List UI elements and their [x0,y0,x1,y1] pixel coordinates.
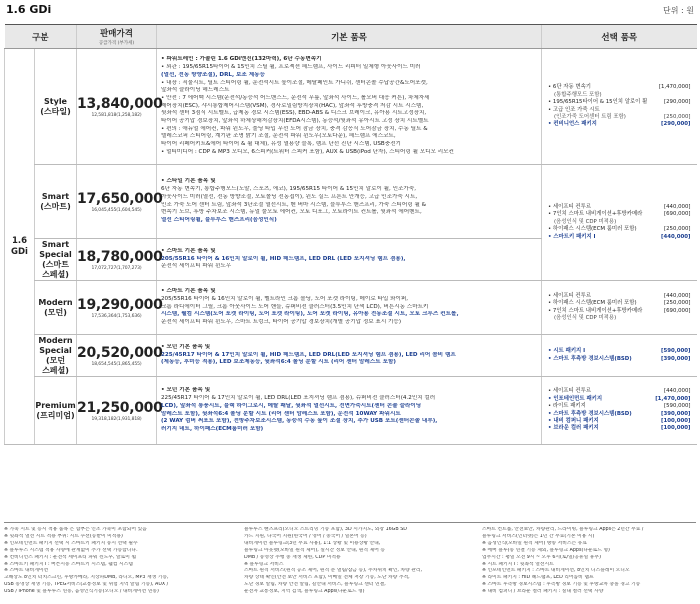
footnote-line: 블루링크 서비스(인터넷)는 1년 간 무료(기본 이용 시) [482,533,595,539]
basic-item-line: LCD), 앞좌석 통풍시트, 블랙 하이그로시, 메탈 패달, 뒷좌석 열선시트, 전면가죽시트(센터 콘솔 슬라이딩 [161,402,422,409]
option-name: • 브라운 컬러 패키지 [548,425,599,432]
basic-items [157,335,542,377]
footnote-line: ※ 뒷좌석 열선 시트 적용 부위: 시트 쿠션(등받이 미적용) [4,533,123,539]
option-item [548,300,691,307]
basic-item-line: 러기지 네트, 하이패스(ECM룸미러 포함) [161,425,264,432]
footnote-line: ※ 에버 블루(동 연결 기능 제외, 블루링크 Apps(다운로드 형) [482,547,610,553]
footnote-line: USB / iPhone 및 블루투스 연동, 음성인식기능(오디오 / 내비게이션 연동) [4,589,159,595]
option-price: [440,000] [664,388,691,395]
header-options: 선택 품목 [542,25,697,49]
sale-price: 18,780,000 [77,248,163,265]
footnote-line: ※ 가죽 시트 및 등시 적용 품목 은 함부는 인조 가죽이 포함되어 있음 [4,527,147,532]
table-row [5,281,697,335]
basic-items [157,281,542,335]
option-name: • 하이패스 시스템(ECM 룸미러 포함) [548,226,637,233]
option-name: • 세이프티 컨투르 [548,292,592,299]
supply-price: 12,581,818(1,258,182) [91,112,142,118]
basic-item-line: • 모던 기본 품목 및 [161,343,211,350]
footnote-line: 스마트 컨트롤, 안전보안, 차량관리, 드라이빙, 블루링크 Apps는 2년간 무료 / [482,527,644,532]
footnote-line: 도난 경보 알림, 차량 안전 알림, 길안내 서비스, 블루링크 센터 연결, [244,582,386,588]
option-price: [590,000] [661,348,691,355]
basic-items [157,165,542,239]
footnote-line: ※ 블루투스 시스템 적용 사양에 관계없이 추가 선택 가능합니다. [4,547,138,553]
footnote-line: ※ 블루링크 서비스 [244,561,284,567]
option-name: • 시트 패키지 Ⅰ [548,348,586,355]
sale-price: 21,250,000 [77,399,163,416]
trim-name: Smart (스마트) [35,165,77,239]
trim-name: Modern Special (모던 스페셜) [35,335,77,377]
option-item [548,396,691,403]
option-item [548,411,691,418]
option-price: [440,000] [664,292,691,299]
basic-item-line: 운전석 세이프티 파워 윈도우 [161,263,232,270]
supply-price: 19,318,182(1,931,818) [91,416,142,422]
footnote-line: 고해상도 8인치 터치스크린, 후방카메라, 지상파DMB, 라디오, MP3 재생 기능, [4,575,169,581]
option-name: • 스마트키 패키지 Ⅰ [548,233,596,240]
option-name: • 스마트 후측방 경보시스템(BSD) [548,410,632,417]
option-item [548,348,691,355]
trim-price [77,377,163,445]
basic-item-line: 뒷좌석 센터 3점식 시트벨트, 급제동 경보 시스템(ESS), EBD-ABS & 디스크 브레이크, 유아용 시트고정장치, [161,110,427,117]
footnote-line: ※ 스마트 내비게이션 [4,568,49,574]
option-price: [250,000] [664,300,691,307]
footnote-column-2 [244,527,474,596]
option-name: (인조가죽 도어센터 트림 포함) [554,113,626,120]
footnote-line: 블루투스 핸즈프리(오디오 스트리밍 기능 포함), 3D 시가지도, 외장 16GB SD [244,527,407,532]
footnote-line: 차량 상태 확인(안전 보안 서비스 포함), 이메일 전체 저장 기능, 도난 차량 추적, [244,575,410,581]
footnote-line: ※ 라이트 패키지 : HID 헤드램프, LED 리어콤비 램프 [482,575,594,581]
option-name: • 내비 컴퍼니 패키지 [548,417,599,424]
footnote-line: 카드 지원, 다국어 지원(한국어 / 영어 / 중국어 / 일본어 등) [244,533,367,539]
option-price: [100,000] [661,417,691,424]
footnote-line: ※ 인포테인먼트 패키지 : 스마트 내비게이션, 8인치 디스플레이 오디오 [482,568,630,574]
basic-item-line: (제동등, 후미등 적용), LED 보조제동등, 뒷좌석6:4 폴딩 분할 시트 (리어 센터 암레스트 포함) [161,359,396,366]
option-price: [290,000] [664,99,691,106]
option-item [548,388,691,395]
option-item [548,356,691,363]
trim-price [77,239,163,281]
trim-price [77,49,163,165]
basic-item-line: 타이어 공기압 경보장치, 앞좌석 하체상해저감장치(EFDA시스템), 동승석/뒷좌석 유아시트 고정 장치 시트벨트 [161,118,429,125]
sale-price: 19,290,000 [77,296,163,313]
basic-item-line: 변속기 노브, 후방 주차보조 시스템, 듀얼 풀오토 에어컨, 오토 디포그, 오토라이트 컨트롤, 뒷좌석 에어벤트, [161,209,422,216]
option-item [548,293,691,300]
footnote-line: ※ 시트 패키지 Ⅰ : 뒷좌석 열선시트 [482,561,554,567]
basic-item-line: 열선 스티어링휠, 블루투스 핸즈프리(음성인식) [161,216,277,223]
option-price: [250,000] [664,226,691,233]
sale-price: 17,650,000 [77,190,163,207]
basic-item-line: 텔레스코픽 스티어링, 계기판 조명 밝기 조절, 운전석 파워 윈도우(오토다운), 헤드램프 에스코트, [161,133,396,140]
supply-price: 18,654,545(1,865,455) [91,361,142,367]
option-name: • 라이트 패키지 [548,403,586,410]
option-item [548,84,691,91]
option-price: [290,000] [661,121,691,128]
header-basic-items: 기본 품목 [157,25,542,49]
option-items [542,165,697,281]
basic-item-line: 225/45R17 타이어 & 17인치 알로이 휠, HID 헤드램프, LED DRL(LED 포지셔닝 램프 겸용), LED 리어 콤비 램프 [161,351,456,358]
supply-price: 17,072,727(1,707,273) [91,265,142,271]
trim-price [77,335,163,377]
option-price: [590,000] [664,403,691,410]
option-item [548,315,691,322]
option-price: [440,000] [661,233,691,240]
option-item [548,211,691,218]
footnote-line: 내비게이션 블루링크(3년 무료 사용), 1:1 상황 및 이용상황 안내, [244,540,381,546]
table-row [5,165,697,239]
basic-item-line: (2 WAY 럼버 써포트 포함), 전방주차보조시스템, 동승석 수동 높이 조절 장치, 추가 USB 포트(센터콘솔 내부), [161,418,438,425]
basic-item-line: 인조 가죽 도어 센터 트림, 앞좌석 3단조절 열선시트, 벤 버마 시스템, 블루투스 핸즈프리, 가죽 스티어링 휠 & [161,201,427,208]
option-item [548,403,691,410]
option-item [548,92,691,99]
basic-item-line: 앞좌석 슬라이딩 헤드레스트 [161,87,230,94]
footnote-line: 운전자 교통정보, 지역 검색, 블루링크 Apps(다운로드 형) [244,589,365,595]
basic-item-line: • 스마트 기본 품목 및 [161,247,216,254]
option-item [548,234,691,241]
basic-item-line: • 편의 : 애뉴얼 에어컨, 파워 윈도우, 풀딩 타입 무선 도어 잠금 장치, 충격 감응식 도어잠금 장치, 수동 틸트 & [161,125,428,132]
table-header-row [5,25,697,49]
option-name: (통합주행모드 포함) [554,91,602,98]
option-name: (음성인식 및 CDP 미적용) [554,314,617,321]
footnote-line: DMB / 동영상 주행 중 재생 제한, CDP 미적용 [244,554,341,560]
trim-price [77,281,163,335]
option-item [548,226,691,233]
footnote-line: ※ 스마트키 패키지 Ⅰ : 버튼시동 스마트키 시스템, 웰컴 시스템 [4,561,133,567]
option-name: • 스마트 후측방 경보시스템(BSD) [548,355,632,362]
option-items [542,335,697,377]
trim-name: Modern (모던) [35,281,77,335]
supply-price: 17,536,364(1,753,636) [91,313,142,319]
footnote-line: ※ 컨비니언스 패키지 : 운전석 세이프티 파워 윈도우, 알로이 휠 [4,554,137,560]
footnotes [4,522,696,603]
footnote-line: 블루링크 아웃렛(모바일 원격 제어), 실시간 정보 안내, 원격 제어 등 [244,547,385,553]
basic-item-line: 제어장치(ESC), 샤시통합제어시스템(VSM), 경사로밀림방지장치(HAC), 앞좌석 후방충격 저감 시트 시스템, [161,102,424,109]
table-row [5,49,697,165]
option-name: • 세이프티 컨투르 [548,388,592,395]
option-name: • 인포테인먼트 패키지 [548,395,603,402]
option-name: • 7인치 스마트 내비게이션+후방카메라 [548,211,643,218]
footnote-column-1 [4,527,234,596]
option-price: [250,000] [664,113,691,120]
header-category: 구분 [5,25,77,49]
basic-items [157,49,542,165]
basic-item-line: (열선, 전동 방향조절), DRL, 보조 제동등 [161,71,265,78]
footnote-line: 스마트 원격 서비스(원격 공조 제어, 원격 문 열림/잠금 등), 주차위치 확인, 차량 관리, [244,568,423,574]
option-item [548,99,691,106]
basic-item-line: 205/55R16 타이어 & 16인치 알로이 휠, 벨트라인 크롬 몰딩, 도어 포켓 라이팅, 메이로 타입 와이퍼, [161,295,409,302]
footnote-line: ※ 스마트 후측방 경보시스템 : 후측방 경보 기능 및 후방교차 충돌 경고 기능 [482,582,641,588]
basic-item-line: 시스템, 웰컴 시스템(도어 포켓 라이팅, 도어 포켓 라이팅), 도어 포켓 라이팅, 유아용 전동조절 시트, 오토 크루즈 컨트롤, [161,311,459,318]
option-name: • 고급 인조 가죽 시트 [548,106,600,113]
option-item [548,121,691,128]
table-row [5,335,697,377]
page-header [0,0,700,20]
basic-item-line: • 모던 기본 품목 및 [161,387,211,394]
unit-label: 단위 : 원 [663,6,694,15]
option-price: [390,000] [661,355,691,362]
option-item [548,107,691,114]
option-name: • 195/65R15타이어 & 15인치 알로이 휠 [548,99,648,106]
trim-name: Smart Special (스마트 스페셜) [35,239,77,281]
basic-item-line: 운전석 세이프티 파워 윈도우, 스마트 트렁크, 타이어 공기압 경보장치(개별 공기압 정보 표시 기능) [161,319,401,326]
option-price: [1,470,000] [655,395,691,402]
basic-item-line: 타이어 리페어키트&에어 타이어 & 휠 대체), 유성 열용량 블록, 램프 단선 진단 시스템, USB충전기 [161,141,401,148]
basic-item-line: 6단 자동 변속기, 통합주행모드(노말, 스포츠, 에코), 195/65R15 타이어 & 15인치 알로이 휠, 인조가죽, [161,186,417,193]
sale-price: 13,840,000 [77,95,163,112]
footnote-line: ※ 음성인식(모바일 원격 제어) 방송 서비스는 유료 [482,540,587,546]
basic-items [157,239,542,281]
basic-item-line: 225/45R17 타이어 & 17인치 알로이 휠, LED DRL(LED 포지셔닝 램프 겸용), 슈퍼비전 클러스터(4.2인치 컬러 [161,395,436,402]
option-name: • 6단 자동 변속기 [548,84,591,91]
option-name: • 하이패스 시스템(ECM 룸미러 포함) [548,300,637,307]
option-name: • 컨비니언스 패키지 [548,121,597,128]
option-items [542,49,697,165]
basic-items [157,377,542,445]
footnote-line: ※ 인포테인먼트 패키지 선택 시 스마트키 패키지 동시 선택 필수 [4,540,138,546]
table-row [5,377,697,445]
basic-item-line: • 멀티미디어 : CDP & MP3 오디오, 6스피커(트위터 스피커 포함), AUX & USB(iPod 단자), 스티어링 휠 오디오 리모컨 [161,148,454,155]
engine-label: 1.6 GDi [5,49,35,445]
option-price: [1,470,000] [658,84,691,91]
basic-item-line: • 스마트 기본 품목 및 [161,288,216,295]
option-price: [690,000] [664,211,691,218]
option-price: [440,000] [664,203,691,210]
page-title: 1.6 GDi [6,3,52,16]
basic-item-line: • 외관 : 195/65R15타이어 & 15인치 스틸 휠, 프로젝션 헤드램프, 사이드 리피터 일체형 아웃사이드 미러 [161,64,421,71]
sale-price: 20,520,000 [77,344,163,361]
trim-name: Premium (프리미엄) [35,377,77,445]
basic-item-line: • 파워트레인 : 가솔린 1.6 GDi엔진(132마력), 6단 수동변속기 [161,56,322,63]
footnote-line: 업무시간 : 평일 오전 9시 ~ 오후 6시(토/일/공휴일 휴무) [482,554,601,560]
option-item [548,425,691,432]
option-price: [690,000] [664,307,691,314]
basic-item-line: • 안전 : 7 에어백 시스템(운전석/동승석 어드밴스드, 운전석 무릎, 앞좌석 사이드, 롤오버 대응 커튼), 차체자세 [161,94,430,101]
option-items [542,377,697,445]
footnote-column-3 [482,527,696,596]
supply-price: 16,045,455(1,604,545) [91,207,142,213]
basic-item-line: 205/55R16 타이어 & 16인치 알로이 휠, HID 헤드램프, LED DRL (LED 포지셔닝 램프 겸용), [161,255,406,262]
basic-item-line: • 내장 : 직물시트, 틸트 스티어링 휠, 운전석시트 높이조절, 메탈페인트 가니쉬, 센터콘솔 수납공간&도어포켓, [161,79,428,86]
basic-item-line: 암레스트 포함), 뒷좌석6:4 폴딩 분할 시트 (리어 센터 암레스트 포함), 운전석 10WAY 파워시트 [161,410,401,417]
option-name: • 7인치 스마트 내비게이션+후방카메라 [548,307,643,314]
basic-item-line: • 스타일 기본 품목 및 [161,178,216,185]
trim-price [77,165,163,239]
trim-name: Style (스타일) [35,49,77,165]
option-price: [390,000] [661,410,691,417]
option-items [542,281,697,335]
option-name: • 세이프티 컨투르 [548,203,592,210]
footnote-line: ※ 내비 컴퍼니 / 브라운 컬러 패키지 : 실내 컬러 선택 사양 [482,589,604,595]
price-table [4,24,697,445]
basic-item-line: 아웃사이드 미러(열선, 전동 방향조절, 오토폴딩 전동접이), 윈도 실드 프론트 안개등, 고급 인조가죽 시트, [161,193,418,200]
header-price: 판매가격 공급가격 (부가세) [77,25,157,49]
basic-item-line: 크롬 라디에이터 그릴, 크롬 아웃사이드 도어 핸들, 슈퍼비전 클러스터(3.5인치 단색 LCD), 버튼시동 스마트키 [161,303,429,310]
option-item [548,308,691,315]
option-name: (음성인식 및 CDP 미적용) [554,218,617,225]
option-price: [100,000] [661,425,691,432]
footnote-line: USB 동영상 재생 기능, TPEG서비스(교통정보 및 위험 지역 알림 기능), AUX / [4,582,169,588]
